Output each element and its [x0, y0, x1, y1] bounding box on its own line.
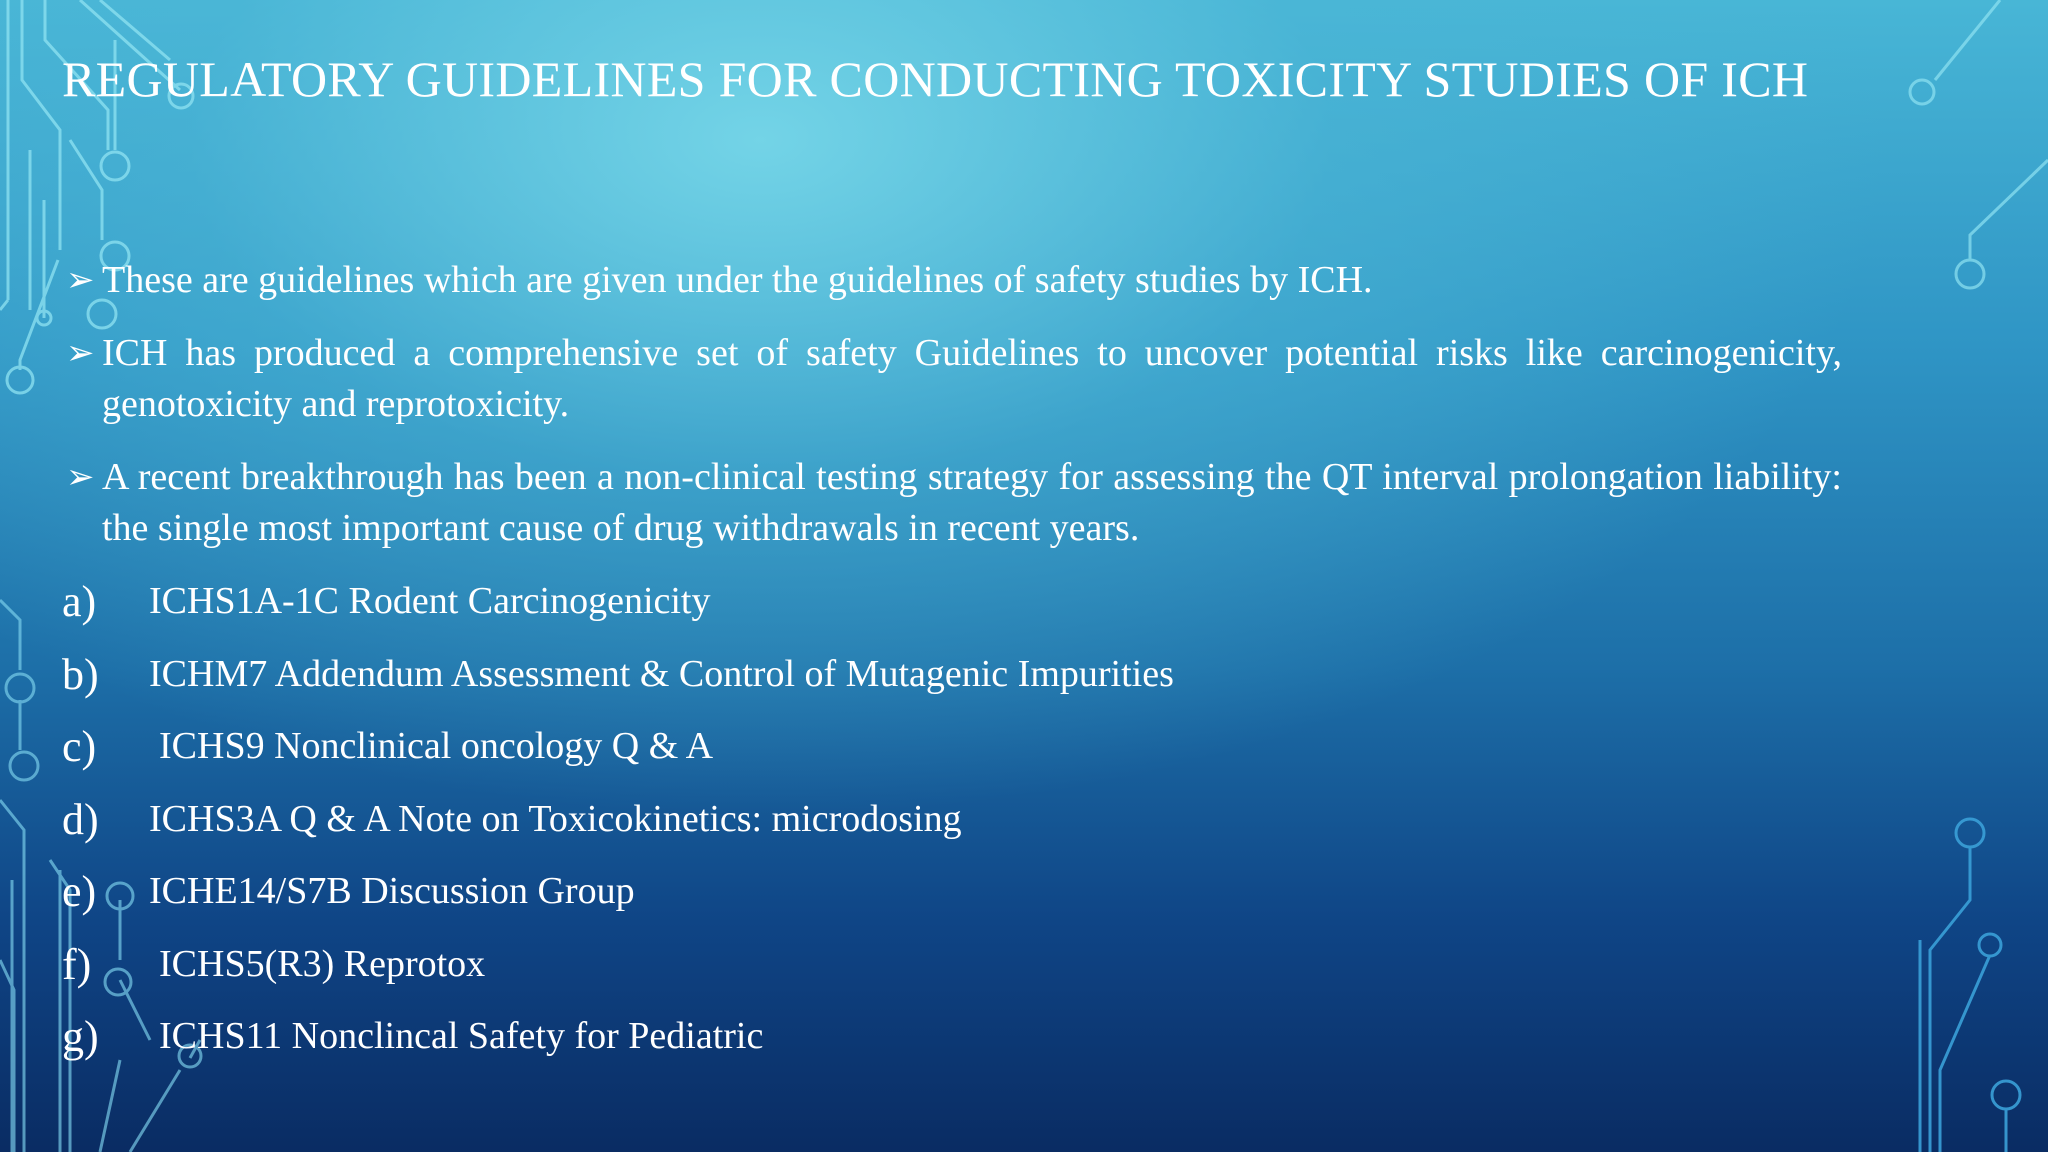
guideline-text: ICHM7 Addendum Assessment & Control of Mutagenic Impurities — [149, 652, 1174, 695]
guideline-list-item — [62, 939, 1842, 1012]
circuit-right-top — [1910, 0, 2048, 288]
guideline-list-item — [62, 866, 1842, 939]
guideline-list-item — [62, 576, 1842, 649]
guideline-list-item — [62, 1011, 1842, 1084]
list-letter: f) — [62, 939, 92, 989]
bullet-item — [62, 255, 1842, 306]
guideline-text: ICHS1A-1C Rodent Carcinogenicity — [149, 580, 711, 622]
list-letter: c) — [62, 722, 97, 771]
arrow-bullet-icon: ➢ — [66, 457, 95, 497]
guideline-list-item — [62, 794, 1842, 867]
list-letter: a) — [62, 577, 97, 626]
arrow-bullet-icon: ➢ — [66, 333, 95, 373]
list-letter: b) — [62, 649, 99, 699]
list-letter: e) — [62, 867, 97, 916]
list-letter: g) — [62, 1012, 99, 1061]
guideline-text: ICHS9 Nonclinical oncology Q & A — [159, 725, 714, 767]
bullet-text: These are guidelines which are given under the guidelines of safety studies by ICH. — [102, 259, 1373, 301]
bullet-item — [62, 328, 1842, 430]
slide-title: REGULATORY GUIDELINES FOR CONDUCTING TOXICITY STUDIES OF ICH — [62, 51, 1809, 107]
bullet-text: A recent breakthrough has been a non-clinical testing strategy for assessing the QT interval prolongation liability: the single most important cause of drug withdrawals in recent years. — [102, 456, 1842, 549]
circuit-right-bottom — [1920, 819, 2020, 1152]
guideline-text: ICHS5(R3) Reprotox — [159, 942, 486, 985]
arrow-bullet-icon: ➢ — [66, 260, 95, 300]
guideline-text: ICHS11 Nonclincal Safety for Pediatric — [159, 1015, 764, 1057]
bullet-item — [62, 452, 1842, 554]
bullet-text: ICH has produced a comprehensive set of safety Guidelines to uncover potential risks like carcinogenicity, genotoxicity and reprotoxicity. — [102, 332, 1842, 425]
list-letter: d) — [62, 794, 99, 844]
guideline-text: ICHE14/S7B Discussion Group — [149, 870, 635, 912]
slide-content — [62, 255, 1842, 1084]
guideline-list-item — [62, 721, 1842, 794]
guideline-text: ICHS3A Q & A Note on Toxicokinetics: microdosing — [149, 797, 962, 840]
guideline-list-item — [62, 649, 1842, 722]
